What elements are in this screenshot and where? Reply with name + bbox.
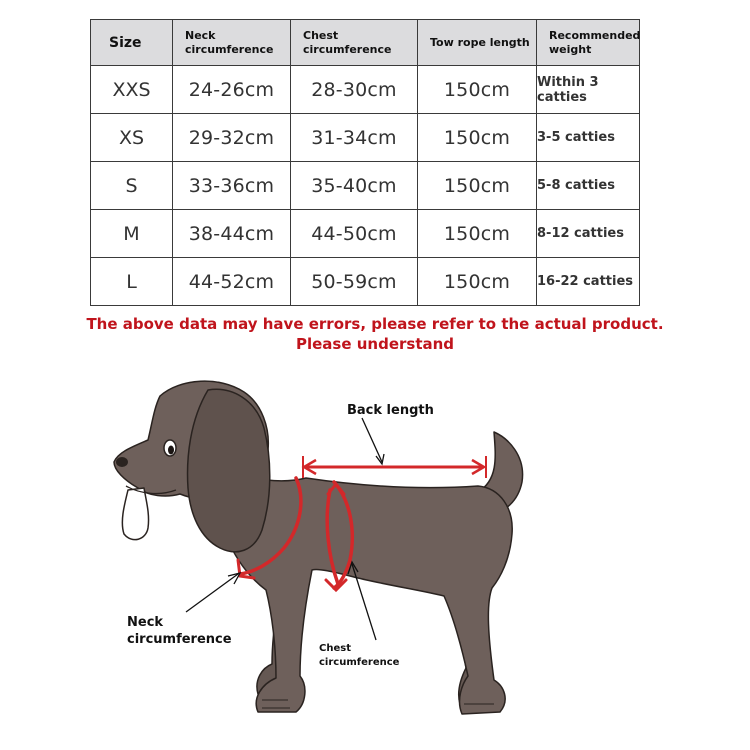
weight-cell: 3-5 catties: [537, 114, 640, 162]
weight-cell: Within 3 catties: [537, 66, 640, 114]
header-neck: Neck circumference: [173, 20, 291, 66]
dog-pupil: [168, 446, 174, 455]
size-cell: M: [91, 210, 173, 258]
table-row: [91, 210, 640, 258]
neck-cell: 29-32cm: [173, 114, 291, 162]
chest-circumference-label: [319, 642, 409, 670]
chest-cell: 31-34cm: [291, 114, 418, 162]
header-weight: Recommended weight: [537, 20, 640, 66]
rope-cell: 150cm: [418, 210, 537, 258]
size-chart-table: [90, 19, 640, 306]
weight-cell: 8-12 catties: [537, 210, 640, 258]
rope-cell: 150cm: [418, 66, 537, 114]
back-length-marker: [303, 456, 486, 478]
disclaimer-line-2: Please understand: [295, 335, 455, 353]
dog-tongue: [122, 488, 148, 540]
rope-cell: 150cm: [418, 162, 537, 210]
chest-cell: 28-30cm: [291, 66, 418, 114]
size-cell: XS: [91, 114, 173, 162]
size-cell: L: [91, 258, 173, 306]
header-size: Size: [91, 20, 173, 66]
neck-label-text: Neck circumference: [127, 615, 232, 647]
size-cell: XXS: [91, 66, 173, 114]
weight-cell: 16-22 catties: [537, 258, 640, 306]
disclaimer-line-1: The above data may have errors, please refer to the actual product.: [86, 315, 664, 333]
neck-circumference-label: [127, 614, 237, 648]
chest-cell: 35-40cm: [291, 162, 418, 210]
neck-cell: 24-26cm: [173, 66, 291, 114]
rope-cell: 150cm: [418, 114, 537, 162]
back-length-label: Back length: [347, 403, 434, 418]
dog-nose: [116, 457, 128, 467]
table-row: [91, 66, 640, 114]
neck-cell: 33-36cm: [173, 162, 291, 210]
rope-cell: 150cm: [418, 258, 537, 306]
disclaimer-note: [0, 314, 750, 354]
neck-cell: 38-44cm: [173, 210, 291, 258]
chest-cell: 44-50cm: [291, 210, 418, 258]
neck-cell: 44-52cm: [173, 258, 291, 306]
chest-cell: 50-59cm: [291, 258, 418, 306]
dog-measurement-diagram: [0, 360, 750, 750]
table-header-row: [91, 20, 640, 66]
table-row: [91, 258, 640, 306]
weight-cell: 5-8 catties: [537, 162, 640, 210]
size-cell: S: [91, 162, 173, 210]
header-chest: Chest circumference: [291, 20, 418, 66]
table-row: [91, 162, 640, 210]
header-rope: Tow rope length: [418, 20, 537, 66]
table-row: [91, 114, 640, 162]
dog-ear: [188, 389, 270, 551]
chest-label-text: Chest circumference: [319, 643, 400, 668]
